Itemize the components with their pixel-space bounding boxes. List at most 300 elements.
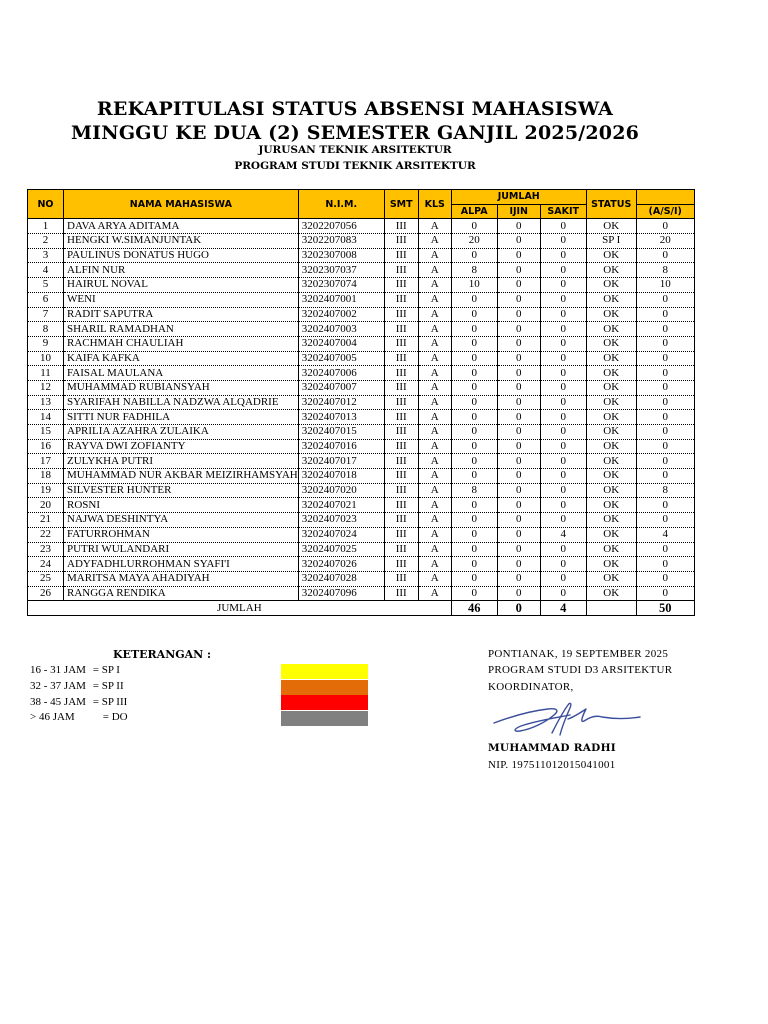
row-smt: III bbox=[384, 513, 418, 528]
row-total: 0 bbox=[636, 307, 694, 322]
row-ijin: 0 bbox=[497, 380, 540, 395]
row-smt: III bbox=[384, 278, 418, 293]
row-no: 12 bbox=[28, 380, 64, 395]
row-sakit: 0 bbox=[540, 586, 586, 601]
row-no: 8 bbox=[28, 322, 64, 337]
row-kls: A bbox=[418, 234, 451, 249]
table-row bbox=[28, 219, 695, 234]
row-kls: A bbox=[418, 527, 451, 542]
row-ijin: 0 bbox=[497, 542, 540, 557]
row-ijin: 0 bbox=[497, 425, 540, 440]
row-smt: III bbox=[384, 219, 418, 234]
row-name: HAIRUL NOVAL bbox=[64, 278, 299, 293]
row-sakit: 0 bbox=[540, 248, 586, 263]
header-asi: (A/S/I) bbox=[636, 204, 694, 219]
row-sakit: 0 bbox=[540, 454, 586, 469]
row-nim: 3202407015 bbox=[298, 425, 384, 440]
row-no: 25 bbox=[28, 571, 64, 586]
header-kls: KLS bbox=[418, 190, 451, 219]
signer-nip: NIP. 197511012015041001 bbox=[488, 759, 616, 771]
legend-swatch-do bbox=[281, 711, 368, 726]
row-name: FATURROHMAN bbox=[64, 527, 299, 542]
row-total: 0 bbox=[636, 410, 694, 425]
row-smt: III bbox=[384, 380, 418, 395]
header-nim: N.I.M. bbox=[298, 190, 384, 219]
table-row bbox=[28, 366, 695, 381]
table-row bbox=[28, 380, 695, 395]
table-row bbox=[28, 498, 695, 513]
row-status: OK bbox=[586, 527, 636, 542]
row-nim: 3202407005 bbox=[298, 351, 384, 366]
table-row bbox=[28, 278, 695, 293]
table-row bbox=[28, 454, 695, 469]
row-kls: A bbox=[418, 469, 451, 484]
row-no: 17 bbox=[28, 454, 64, 469]
row-kls: A bbox=[418, 380, 451, 395]
row-status: OK bbox=[586, 219, 636, 234]
row-smt: III bbox=[384, 410, 418, 425]
row-total: 8 bbox=[636, 483, 694, 498]
row-smt: III bbox=[384, 366, 418, 381]
legend-label: = DO bbox=[102, 711, 128, 723]
header-smt: SMT bbox=[384, 190, 418, 219]
row-ijin: 0 bbox=[497, 366, 540, 381]
row-total: 0 bbox=[636, 380, 694, 395]
row-sakit: 0 bbox=[540, 498, 586, 513]
program-name: PROGRAM STUDI TEKNIK ARSITEKTUR bbox=[234, 160, 476, 172]
row-total: 0 bbox=[636, 395, 694, 410]
row-no: 15 bbox=[28, 425, 64, 440]
sign-unit: PROGRAM STUDI D3 ARSITEKTUR bbox=[488, 664, 673, 676]
row-status: OK bbox=[586, 278, 636, 293]
row-status: OK bbox=[586, 454, 636, 469]
row-alpa: 0 bbox=[451, 307, 497, 322]
total-label: JUMLAH bbox=[28, 601, 452, 616]
legend-item bbox=[30, 711, 128, 723]
row-name: MARITSA MAYA AHADIYAH bbox=[64, 571, 299, 586]
row-sakit: 0 bbox=[540, 469, 586, 484]
row-smt: III bbox=[384, 322, 418, 337]
row-kls: A bbox=[418, 336, 451, 351]
row-nim: 3202307037 bbox=[298, 263, 384, 278]
row-no: 4 bbox=[28, 263, 64, 278]
row-smt: III bbox=[384, 439, 418, 454]
row-status: OK bbox=[586, 483, 636, 498]
row-nim: 3202407028 bbox=[298, 571, 384, 586]
table-row bbox=[28, 234, 695, 249]
row-nim: 3202407002 bbox=[298, 307, 384, 322]
row-smt: III bbox=[384, 234, 418, 249]
row-no: 23 bbox=[28, 542, 64, 557]
row-name: RAYVA DWI ZOFIANTY bbox=[64, 439, 299, 454]
row-total: 0 bbox=[636, 498, 694, 513]
row-status: OK bbox=[586, 410, 636, 425]
row-sakit: 0 bbox=[540, 307, 586, 322]
table-row bbox=[28, 351, 695, 366]
row-kls: A bbox=[418, 439, 451, 454]
row-ijin: 0 bbox=[497, 527, 540, 542]
row-total: 10 bbox=[636, 278, 694, 293]
legend-title: KETERANGAN : bbox=[113, 648, 212, 661]
row-total: 0 bbox=[636, 248, 694, 263]
row-sakit: 0 bbox=[540, 542, 586, 557]
header-alpa: ALPA bbox=[451, 204, 497, 219]
table-row bbox=[28, 586, 695, 601]
table-row bbox=[28, 307, 695, 322]
row-nim: 3202407007 bbox=[298, 380, 384, 395]
row-name: SHARIL RAMADHAN bbox=[64, 322, 299, 337]
row-no: 11 bbox=[28, 366, 64, 381]
row-alpa: 0 bbox=[451, 542, 497, 557]
row-name: ALFIN NUR bbox=[64, 263, 299, 278]
row-sakit: 0 bbox=[540, 571, 586, 586]
legend-label: = SP III bbox=[92, 696, 128, 708]
legend-range: > 46 JAM bbox=[30, 711, 75, 723]
row-total: 0 bbox=[636, 469, 694, 484]
row-status: OK bbox=[586, 307, 636, 322]
row-nim: 3202407018 bbox=[298, 469, 384, 484]
row-name: ZULYKHA PUTRI bbox=[64, 454, 299, 469]
row-name: ADYFADHLURROHMAN SYAFI'I bbox=[64, 557, 299, 572]
table-row bbox=[28, 439, 695, 454]
row-kls: A bbox=[418, 263, 451, 278]
legend-swatch-sp3 bbox=[281, 695, 368, 710]
row-nim: 3202407021 bbox=[298, 498, 384, 513]
row-ijin: 0 bbox=[497, 439, 540, 454]
table-row bbox=[28, 248, 695, 263]
row-ijin: 0 bbox=[497, 469, 540, 484]
row-alpa: 8 bbox=[451, 483, 497, 498]
table-row bbox=[28, 322, 695, 337]
row-alpa: 0 bbox=[451, 410, 497, 425]
row-kls: A bbox=[418, 278, 451, 293]
row-kls: A bbox=[418, 498, 451, 513]
row-alpa: 0 bbox=[451, 322, 497, 337]
row-sakit: 0 bbox=[540, 263, 586, 278]
row-smt: III bbox=[384, 498, 418, 513]
row-total: 0 bbox=[636, 219, 694, 234]
row-alpa: 0 bbox=[451, 351, 497, 366]
row-no: 16 bbox=[28, 439, 64, 454]
row-nim: 3202407001 bbox=[298, 292, 384, 307]
row-kls: A bbox=[418, 292, 451, 307]
total-asi: 50 bbox=[636, 601, 694, 616]
row-smt: III bbox=[384, 336, 418, 351]
row-ijin: 0 bbox=[497, 571, 540, 586]
row-smt: III bbox=[384, 454, 418, 469]
row-kls: A bbox=[418, 571, 451, 586]
row-alpa: 0 bbox=[451, 248, 497, 263]
row-ijin: 0 bbox=[497, 395, 540, 410]
row-no: 10 bbox=[28, 351, 64, 366]
row-nim: 3202207083 bbox=[298, 234, 384, 249]
row-smt: III bbox=[384, 425, 418, 440]
legend-swatch-sp2 bbox=[281, 680, 368, 695]
table-row bbox=[28, 425, 695, 440]
row-ijin: 0 bbox=[497, 219, 540, 234]
row-name: RANGGA RENDIKA bbox=[64, 586, 299, 601]
row-alpa: 0 bbox=[451, 454, 497, 469]
row-kls: A bbox=[418, 557, 451, 572]
row-alpa: 10 bbox=[451, 278, 497, 293]
table-row bbox=[28, 395, 695, 410]
row-sakit: 0 bbox=[540, 425, 586, 440]
row-alpa: 20 bbox=[451, 234, 497, 249]
row-name: APRILIA AZAHRA ZULAIKA bbox=[64, 425, 299, 440]
row-ijin: 0 bbox=[497, 263, 540, 278]
row-total: 0 bbox=[636, 571, 694, 586]
row-status: OK bbox=[586, 498, 636, 513]
table-row bbox=[28, 292, 695, 307]
row-status: OK bbox=[586, 263, 636, 278]
row-name: SILVESTER HUNTER bbox=[64, 483, 299, 498]
sign-role: KOORDINATOR, bbox=[488, 681, 574, 693]
legend-range: 32 - 37 JAM bbox=[30, 680, 86, 692]
department-name: JURUSAN TEKNIK ARSITEKTUR bbox=[258, 144, 452, 156]
row-no: 7 bbox=[28, 307, 64, 322]
row-alpa: 0 bbox=[451, 498, 497, 513]
total-sakit: 4 bbox=[540, 601, 586, 616]
row-no: 2 bbox=[28, 234, 64, 249]
row-status: OK bbox=[586, 336, 636, 351]
row-status: OK bbox=[586, 380, 636, 395]
row-status: OK bbox=[586, 351, 636, 366]
row-alpa: 0 bbox=[451, 425, 497, 440]
row-alpa: 0 bbox=[451, 513, 497, 528]
header-sakit: SAKIT bbox=[540, 204, 586, 219]
row-kls: A bbox=[418, 586, 451, 601]
row-kls: A bbox=[418, 425, 451, 440]
row-no: 20 bbox=[28, 498, 64, 513]
row-status: OK bbox=[586, 513, 636, 528]
row-total: 0 bbox=[636, 439, 694, 454]
row-smt: III bbox=[384, 557, 418, 572]
header-jumlah: JUMLAH bbox=[451, 190, 586, 205]
row-kls: A bbox=[418, 219, 451, 234]
row-no: 13 bbox=[28, 395, 64, 410]
row-status: OK bbox=[586, 557, 636, 572]
row-nim: 3202407025 bbox=[298, 542, 384, 557]
row-status: OK bbox=[586, 571, 636, 586]
legend-swatch-sp1 bbox=[281, 664, 368, 679]
total-row bbox=[28, 601, 695, 616]
row-nim: 3202407023 bbox=[298, 513, 384, 528]
row-sakit: 0 bbox=[540, 219, 586, 234]
legend-label: = SP II bbox=[92, 680, 124, 692]
row-alpa: 0 bbox=[451, 219, 497, 234]
row-name: NAJWA DESHINTYA bbox=[64, 513, 299, 528]
row-alpa: 0 bbox=[451, 395, 497, 410]
row-no: 14 bbox=[28, 410, 64, 425]
row-kls: A bbox=[418, 513, 451, 528]
row-name: HENGKI W.SIMANJUNTAK bbox=[64, 234, 299, 249]
row-alpa: 0 bbox=[451, 469, 497, 484]
row-sakit: 0 bbox=[540, 292, 586, 307]
row-name: FAISAL MAULANA bbox=[64, 366, 299, 381]
row-smt: III bbox=[384, 527, 418, 542]
row-smt: III bbox=[384, 395, 418, 410]
row-status: OK bbox=[586, 366, 636, 381]
row-sakit: 0 bbox=[540, 513, 586, 528]
row-ijin: 0 bbox=[497, 322, 540, 337]
row-name: MUHAMMAD RUBIANSYAH bbox=[64, 380, 299, 395]
row-no: 19 bbox=[28, 483, 64, 498]
header-status: STATUS bbox=[586, 190, 636, 219]
table-row bbox=[28, 571, 695, 586]
legend-label: = SP I bbox=[92, 664, 120, 676]
header-no: NO bbox=[28, 190, 64, 219]
row-name: MUHAMMAD NUR AKBAR MEIZIRHAMSYAH bbox=[64, 469, 299, 484]
row-smt: III bbox=[384, 248, 418, 263]
row-ijin: 0 bbox=[497, 278, 540, 293]
row-kls: A bbox=[418, 483, 451, 498]
legend-range: 16 - 31 JAM bbox=[30, 664, 86, 676]
row-kls: A bbox=[418, 410, 451, 425]
row-sakit: 0 bbox=[540, 366, 586, 381]
header-ijin: IJIN bbox=[497, 204, 540, 219]
table-row bbox=[28, 483, 695, 498]
row-name: ROSNI bbox=[64, 498, 299, 513]
row-nim: 3202207056 bbox=[298, 219, 384, 234]
row-total: 0 bbox=[636, 322, 694, 337]
row-ijin: 0 bbox=[497, 410, 540, 425]
row-sakit: 0 bbox=[540, 336, 586, 351]
row-name: SYARIFAH NABILLA NADZWA ALQADRIE bbox=[64, 395, 299, 410]
row-nim: 3202407017 bbox=[298, 454, 384, 469]
row-ijin: 0 bbox=[497, 292, 540, 307]
row-no: 1 bbox=[28, 219, 64, 234]
row-total: 0 bbox=[636, 366, 694, 381]
row-alpa: 0 bbox=[451, 557, 497, 572]
row-kls: A bbox=[418, 542, 451, 557]
table-row bbox=[28, 263, 695, 278]
row-sakit: 0 bbox=[540, 278, 586, 293]
row-alpa: 0 bbox=[451, 366, 497, 381]
row-status: OK bbox=[586, 425, 636, 440]
row-no: 21 bbox=[28, 513, 64, 528]
table-row bbox=[28, 336, 695, 351]
row-nim: 3202307074 bbox=[298, 278, 384, 293]
signer-name: MUHAMMAD RADHI bbox=[488, 742, 617, 754]
header-name: NAMA MAHASISWA bbox=[64, 190, 299, 219]
row-status: OK bbox=[586, 292, 636, 307]
row-nim: 3202307008 bbox=[298, 248, 384, 263]
table-row bbox=[28, 469, 695, 484]
row-ijin: 0 bbox=[497, 248, 540, 263]
row-no: 18 bbox=[28, 469, 64, 484]
attendance-table bbox=[27, 189, 695, 616]
row-name: PUTRI WULANDARI bbox=[64, 542, 299, 557]
total-ijin: 0 bbox=[497, 601, 540, 616]
row-nim: 3202407013 bbox=[298, 410, 384, 425]
table-row bbox=[28, 557, 695, 572]
row-ijin: 0 bbox=[497, 557, 540, 572]
row-status: OK bbox=[586, 248, 636, 263]
row-sakit: 0 bbox=[540, 557, 586, 572]
row-total: 8 bbox=[636, 263, 694, 278]
row-smt: III bbox=[384, 351, 418, 366]
row-ijin: 0 bbox=[497, 586, 540, 601]
signature-image bbox=[490, 695, 650, 745]
row-kls: A bbox=[418, 366, 451, 381]
row-nim: 3202407003 bbox=[298, 322, 384, 337]
row-nim: 3202407026 bbox=[298, 557, 384, 572]
row-total: 0 bbox=[636, 586, 694, 601]
row-status: OK bbox=[586, 322, 636, 337]
legend-item bbox=[30, 664, 120, 676]
row-ijin: 0 bbox=[497, 336, 540, 351]
row-total: 0 bbox=[636, 454, 694, 469]
row-nim: 3202407016 bbox=[298, 439, 384, 454]
row-ijin: 0 bbox=[497, 454, 540, 469]
row-name: SITTI NUR FADHILA bbox=[64, 410, 299, 425]
row-sakit: 0 bbox=[540, 380, 586, 395]
row-nim: 3202407024 bbox=[298, 527, 384, 542]
row-smt: III bbox=[384, 292, 418, 307]
total-alpa: 46 bbox=[451, 601, 497, 616]
row-alpa: 0 bbox=[451, 292, 497, 307]
row-total: 0 bbox=[636, 542, 694, 557]
row-nim: 3202407096 bbox=[298, 586, 384, 601]
row-sakit: 0 bbox=[540, 395, 586, 410]
row-ijin: 0 bbox=[497, 483, 540, 498]
legend-range: 38 - 45 JAM bbox=[30, 696, 86, 708]
row-status: OK bbox=[586, 586, 636, 601]
row-ijin: 0 bbox=[497, 513, 540, 528]
row-nim: 3202407004 bbox=[298, 336, 384, 351]
table-row bbox=[28, 542, 695, 557]
row-smt: III bbox=[384, 263, 418, 278]
row-status: OK bbox=[586, 469, 636, 484]
row-kls: A bbox=[418, 351, 451, 366]
sign-place-date: PONTIANAK, 19 SEPTEMBER 2025 bbox=[488, 648, 669, 660]
row-no: 22 bbox=[28, 527, 64, 542]
row-alpa: 0 bbox=[451, 380, 497, 395]
total-status-blank bbox=[586, 601, 636, 616]
row-nim: 3202407006 bbox=[298, 366, 384, 381]
row-smt: III bbox=[384, 483, 418, 498]
row-nim: 3202407020 bbox=[298, 483, 384, 498]
row-ijin: 0 bbox=[497, 234, 540, 249]
row-name: RADIT SAPUTRA bbox=[64, 307, 299, 322]
row-sakit: 0 bbox=[540, 483, 586, 498]
row-status: OK bbox=[586, 439, 636, 454]
row-alpa: 0 bbox=[451, 336, 497, 351]
header-total-blank bbox=[636, 190, 694, 205]
row-kls: A bbox=[418, 395, 451, 410]
row-sakit: 0 bbox=[540, 351, 586, 366]
row-ijin: 0 bbox=[497, 498, 540, 513]
legend-item bbox=[30, 680, 124, 692]
row-name: KAIFA KAFKA bbox=[64, 351, 299, 366]
row-total: 20 bbox=[636, 234, 694, 249]
row-name: DAVA ARYA ADITAMA bbox=[64, 219, 299, 234]
row-smt: III bbox=[384, 307, 418, 322]
row-status: OK bbox=[586, 542, 636, 557]
row-no: 9 bbox=[28, 336, 64, 351]
row-sakit: 4 bbox=[540, 527, 586, 542]
table-row bbox=[28, 513, 695, 528]
document-subtitle: MINGGU KE DUA (2) SEMESTER GANJIL 2025/2026 bbox=[70, 122, 640, 144]
row-alpa: 0 bbox=[451, 586, 497, 601]
row-total: 0 bbox=[636, 351, 694, 366]
row-sakit: 0 bbox=[540, 410, 586, 425]
row-no: 24 bbox=[28, 557, 64, 572]
row-total: 0 bbox=[636, 425, 694, 440]
row-no: 3 bbox=[28, 248, 64, 263]
row-smt: III bbox=[384, 571, 418, 586]
row-total: 0 bbox=[636, 336, 694, 351]
